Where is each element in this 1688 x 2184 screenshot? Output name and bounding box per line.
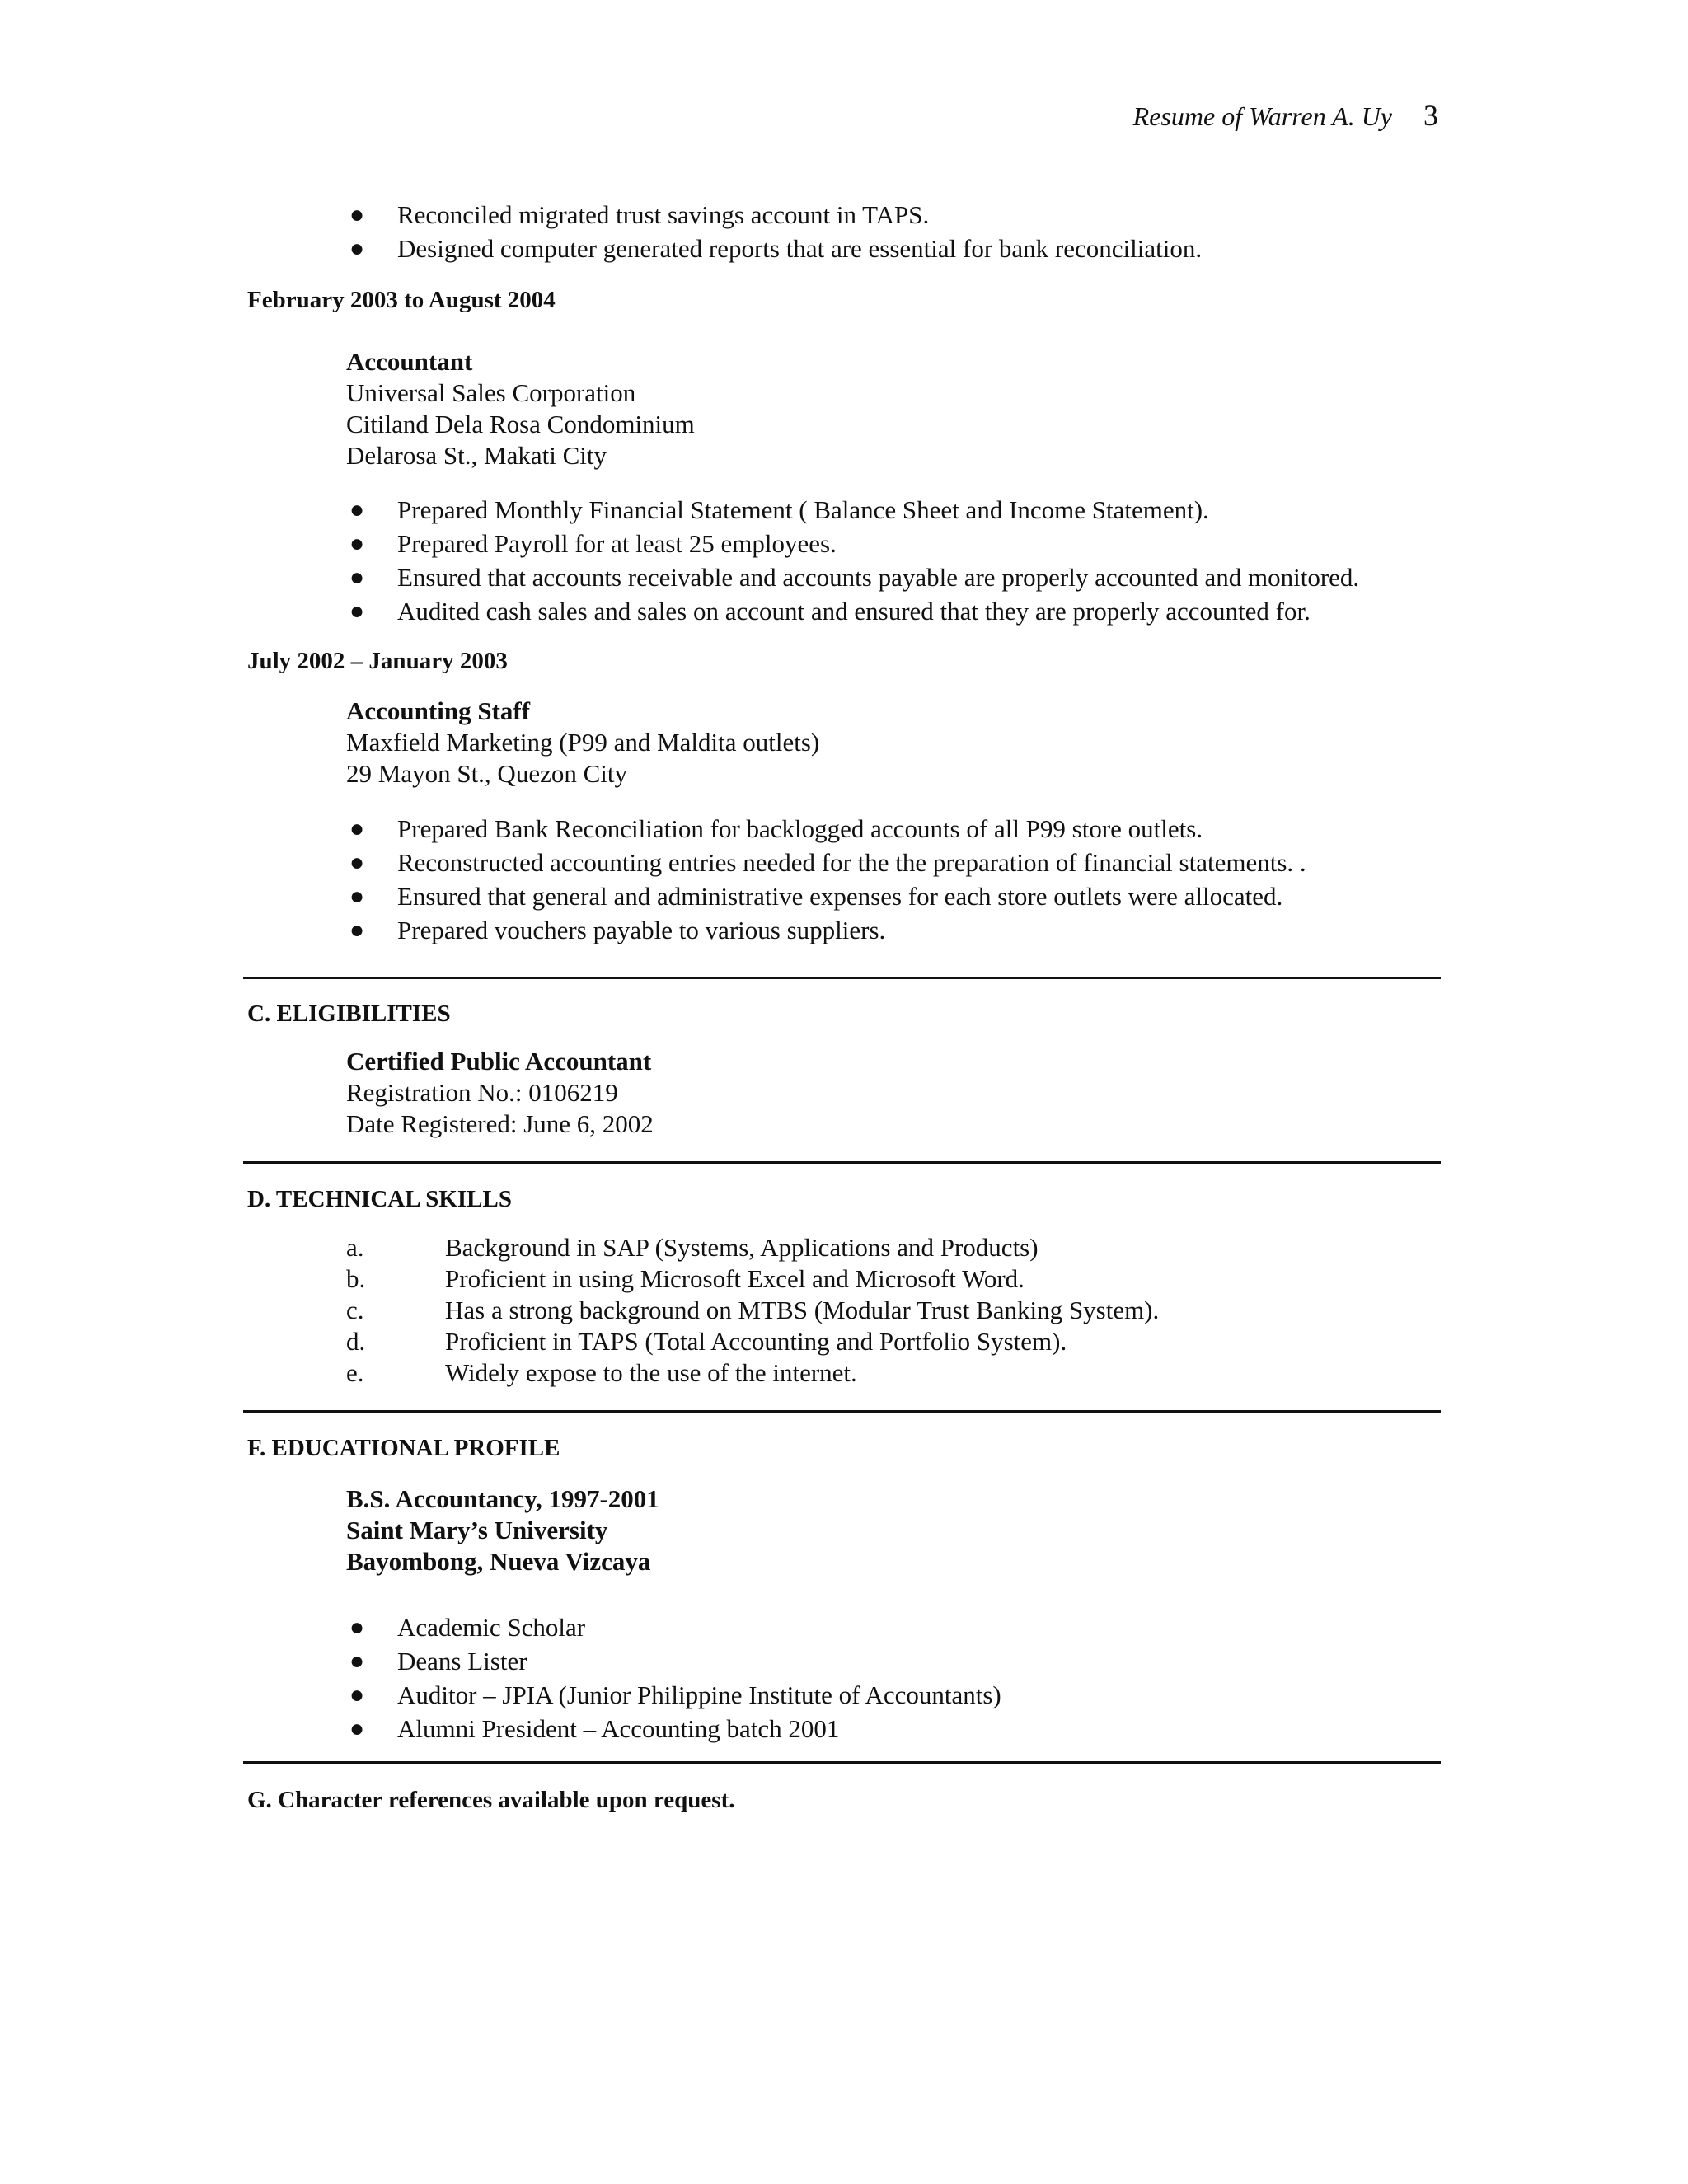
list-item: c. Has a strong background on MTBS (Modular Trust Banking System). xyxy=(346,1296,1160,1324)
list-item: ● Reconstructed accounting entries needed for the the preparation of financial statements. . xyxy=(346,846,1306,879)
list-item: ● Audited cash sales and sales on account and ensured that they are properly accounted for. xyxy=(346,594,1359,628)
bullet-icon: ● xyxy=(349,849,365,876)
list-item: d. Proficient in TAPS (Total Accounting and Portfolio System). xyxy=(346,1327,1067,1356)
running-header xyxy=(989,97,1438,134)
list-item: ● Prepared Bank Reconciliation for backlogged accounts of all P99 store outlets. xyxy=(346,812,1306,846)
education-details xyxy=(0,1483,1688,1577)
bullet-icon: ● xyxy=(349,598,365,625)
section-divider xyxy=(243,977,1441,979)
degree: B.S. Accountancy, 1997-2001 xyxy=(346,1484,659,1513)
bullet-icon: ● xyxy=(349,1647,365,1675)
technical-skills-heading: D. TECHNICAL SKILLS xyxy=(247,1186,512,1212)
list-item: ● Prepared vouchers payable to various suppliers. xyxy=(346,913,1306,947)
list-item: ● Ensured that accounts receivable and accounts payable are properly accounted and monitored. xyxy=(346,560,1359,594)
list-item: b. Proficient in using Microsoft Excel and Microsoft Word. xyxy=(346,1264,1025,1293)
eligibilities-details xyxy=(0,1046,1688,1140)
list-item: ● Academic Scholar xyxy=(346,1610,1001,1644)
section-divider xyxy=(243,1161,1441,1164)
duties-list xyxy=(346,493,1359,628)
list-item: ● Auditor – JPIA (Junior Philippine Institute of Accountants) xyxy=(346,1678,1001,1712)
registration-number: Registration No.: 0106219 xyxy=(346,1078,618,1107)
education-heading: F. EDUCATIONAL PROFILE xyxy=(247,1435,560,1461)
company-name: Universal Sales Corporation xyxy=(346,378,636,407)
position-title: Accounting Staff xyxy=(346,696,531,725)
list-item: ● Ensured that general and administrative expenses for each store outlets were allocated. xyxy=(346,879,1306,913)
bullet-icon: ● xyxy=(349,1614,365,1641)
list-item: ● Reconciled migrated trust savings account in TAPS. xyxy=(346,198,1202,232)
list-item: ● Prepared Monthly Financial Statement ( Balance Sheet and Income Statement). xyxy=(346,493,1359,527)
list-item: e. Widely expose to the use of the internet. xyxy=(346,1358,857,1387)
header-title: Resume of Warren A. Uy xyxy=(1132,101,1392,131)
experience-dates: February 2003 to August 2004 xyxy=(247,287,556,313)
achievements-list xyxy=(346,1610,1001,1746)
bullet-icon: ● xyxy=(349,235,365,262)
experience-details xyxy=(0,346,1688,471)
duties-list xyxy=(346,812,1306,947)
bullet-icon: ● xyxy=(349,1715,365,1742)
position-title: Accountant xyxy=(346,347,473,376)
list-item: ● Prepared Payroll for at least 25 employees. xyxy=(346,527,1359,560)
bullet-icon: ● xyxy=(349,496,365,523)
bullet-icon: ● xyxy=(349,916,365,944)
eligibilities-heading: C. ELIGIBILITIES xyxy=(247,1001,451,1027)
section-divider xyxy=(243,1761,1441,1764)
bullet-icon: ● xyxy=(349,564,365,591)
bullet-icon: ● xyxy=(349,201,365,228)
list-item: ● Designed computer generated reports that are essential for bank reconciliation. xyxy=(346,232,1202,265)
references-note: G. Character references available upon request. xyxy=(247,1787,735,1813)
company-name: Maxfield Marketing (P99 and Maldita outlets) xyxy=(346,728,820,757)
technical-skills-list xyxy=(346,1232,1159,1389)
bullet-icon: ● xyxy=(349,815,365,842)
continued-duties-list xyxy=(346,198,1202,265)
school-location: Bayombong, Nueva Vizcaya xyxy=(346,1547,651,1576)
company-address-line1: 29 Mayon St., Quezon City xyxy=(346,759,627,788)
bullet-icon: ● xyxy=(349,883,365,910)
section-divider xyxy=(243,1410,1441,1413)
experience-details xyxy=(0,696,1688,790)
experience-dates: July 2002 – January 2003 xyxy=(247,648,508,674)
date-registered: Date Registered: June 6, 2002 xyxy=(346,1109,654,1138)
list-item: ● Deans Lister xyxy=(346,1644,1001,1678)
list-item: a. Background in SAP (Systems, Applications and Products) xyxy=(346,1233,1039,1262)
page-number: 3 xyxy=(1423,99,1438,132)
certification-title: Certified Public Accountant xyxy=(346,1047,652,1076)
bullet-icon: ● xyxy=(349,530,365,557)
list-item: ● Alumni President – Accounting batch 2001 xyxy=(346,1712,1001,1746)
school-name: Saint Mary’s University xyxy=(346,1516,608,1544)
company-address-line1: Citiland Dela Rosa Condominium xyxy=(346,410,695,438)
bullet-icon: ● xyxy=(349,1681,365,1708)
company-address-line2: Delarosa St., Makati City xyxy=(346,441,607,470)
